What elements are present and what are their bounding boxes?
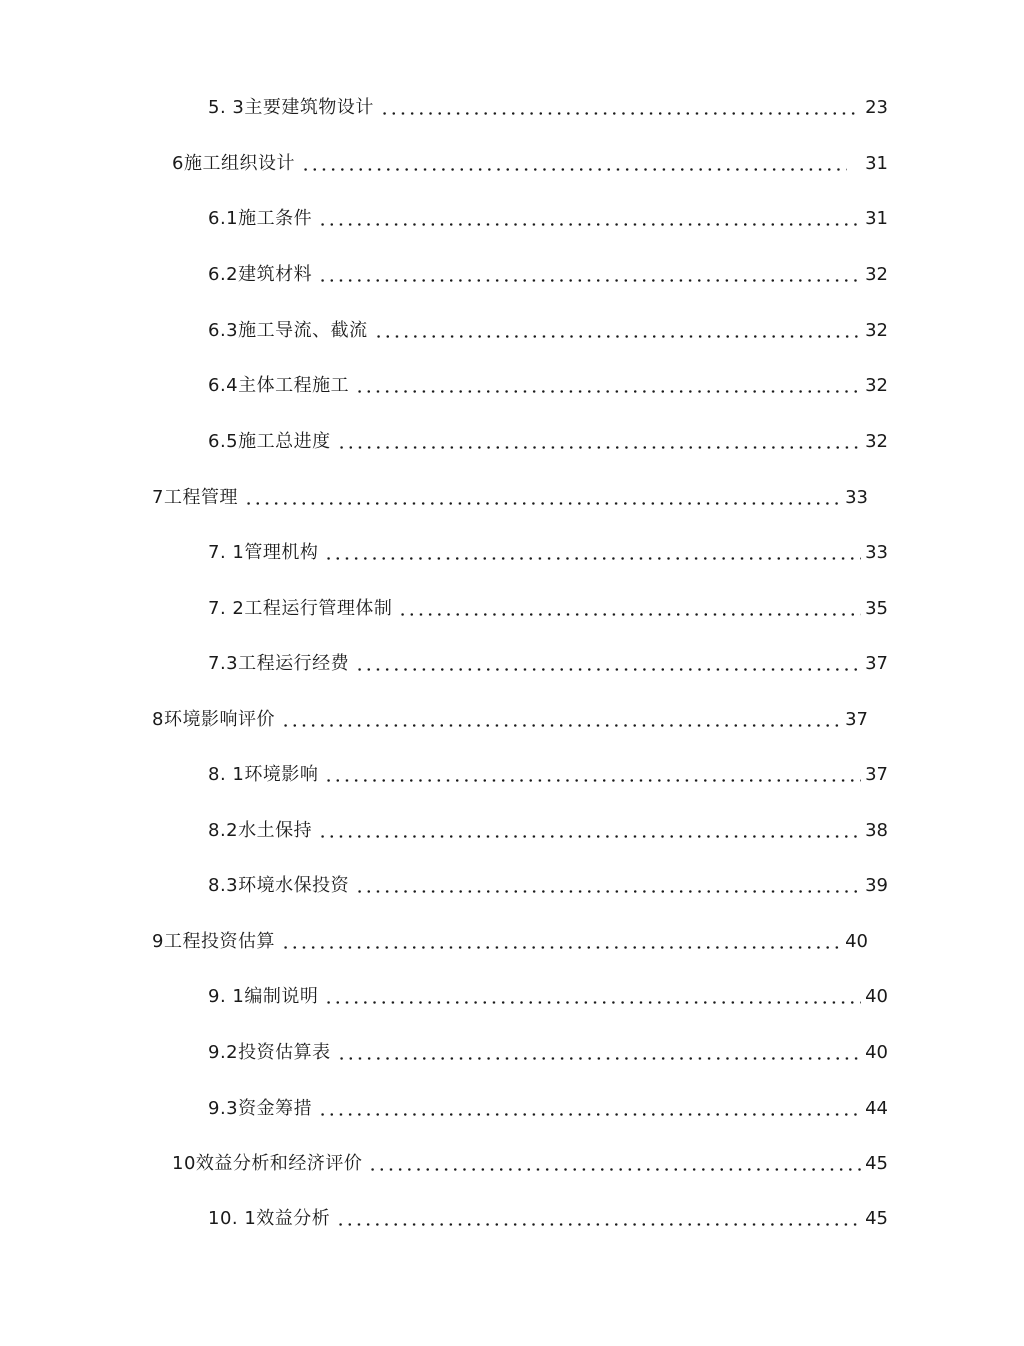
toc-entry-page: 31	[865, 208, 888, 229]
toc-entry-label: 7. 1管理机构	[208, 542, 319, 563]
toc-entry-label: 5. 3主要建筑物设计	[208, 97, 374, 118]
toc-entry[interactable]	[208, 650, 888, 678]
toc-dot-leader	[318, 261, 861, 289]
toc-dot-leader	[380, 94, 861, 122]
toc-entry-page: 44	[865, 1098, 888, 1119]
toc-entry-label: 7工程管理	[152, 487, 238, 508]
toc-entry-page: 31	[865, 153, 888, 174]
toc-entry[interactable]	[208, 372, 888, 400]
toc-entry[interactable]	[152, 928, 868, 956]
toc-entry-label: 6.5施工总进度	[208, 431, 331, 452]
toc-dot-leader	[324, 983, 861, 1011]
toc-entry-label: 9工程投资估算	[152, 931, 275, 952]
toc-entry-label: 8.3环境水保投资	[208, 875, 350, 896]
toc-dot-leader	[337, 1039, 861, 1067]
toc-entry[interactable]	[208, 872, 888, 900]
toc-dot-leader	[355, 372, 861, 400]
toc-entry-page: 23	[865, 97, 888, 118]
toc-entry-label: 6.1施工条件	[208, 208, 313, 229]
toc-dot-leader	[355, 872, 861, 900]
toc-entry-page: 45	[865, 1153, 888, 1174]
toc-entry-label: 7.3工程运行经费	[208, 653, 350, 674]
toc-entry-page: 37	[845, 709, 868, 730]
toc-entry[interactable]	[208, 983, 888, 1011]
toc-entry[interactable]	[208, 317, 888, 345]
toc-entry-label: 8.2水土保持	[208, 820, 313, 841]
toc-entry-label: 10. 1效益分析	[208, 1208, 331, 1229]
toc-entry-page: 33	[845, 487, 868, 508]
toc-entry[interactable]	[208, 1095, 888, 1123]
toc-entry-page: 32	[865, 375, 888, 396]
toc-dot-leader	[368, 1150, 861, 1178]
toc-entry-page: 32	[865, 320, 888, 341]
toc-entry-page: 32	[865, 431, 888, 452]
toc-entry[interactable]	[208, 539, 888, 567]
toc-entry[interactable]	[152, 706, 868, 734]
toc-dot-leader	[281, 928, 841, 956]
toc-entry[interactable]	[172, 150, 888, 178]
toc-entry-page: 45	[865, 1208, 888, 1229]
toc-entry[interactable]	[208, 1205, 888, 1233]
toc-entry[interactable]	[208, 261, 888, 289]
toc-entry[interactable]	[208, 595, 888, 623]
toc-dot-leader	[374, 317, 861, 345]
toc-entry-label: 8环境影响评价	[152, 709, 275, 730]
toc-entry-label: 6施工组织设计	[172, 153, 295, 174]
toc-entry-label: 6.2建筑材料	[208, 264, 313, 285]
toc-entry-label: 7. 2工程运行管理体制	[208, 598, 393, 619]
toc-entry[interactable]	[208, 205, 888, 233]
toc-entry-label: 8. 1环境影响	[208, 764, 319, 785]
toc-dot-leader	[398, 595, 861, 623]
toc-entry-page: 40	[865, 1042, 888, 1063]
toc-dot-leader	[324, 539, 861, 567]
toc-entry[interactable]	[208, 1039, 888, 1067]
toc-dot-leader	[337, 428, 861, 456]
toc-entry-label: 6.3施工导流、截流	[208, 320, 368, 341]
toc-entry[interactable]	[208, 94, 888, 122]
toc-dot-leader	[244, 484, 841, 512]
toc-dot-leader	[318, 205, 861, 233]
toc-entry[interactable]	[208, 761, 888, 789]
toc-entry-page: 39	[865, 875, 888, 896]
toc-entry[interactable]	[208, 817, 888, 845]
toc-entry-page: 38	[865, 820, 888, 841]
toc-dot-leader	[281, 706, 841, 734]
toc-dot-leader	[336, 1205, 861, 1233]
toc-dot-leader	[318, 1095, 861, 1123]
toc-entry-page: 37	[865, 653, 888, 674]
toc-entry-page: 40	[865, 986, 888, 1007]
toc-entry[interactable]	[172, 1150, 888, 1178]
toc-dot-leader	[355, 650, 861, 678]
toc-entry-label: 9. 1编制说明	[208, 986, 319, 1007]
toc-dot-leader	[318, 817, 861, 845]
toc-entry-page: 40	[845, 931, 868, 952]
toc-entry-label: 10效益分析和经济评价	[172, 1153, 363, 1174]
toc-entry-page: 33	[865, 542, 888, 563]
toc-entry-label: 9.3资金筹措	[208, 1098, 313, 1119]
toc-entry-page: 37	[865, 764, 888, 785]
toc-entry-label: 9.2投资估算表	[208, 1042, 331, 1063]
toc-entry[interactable]	[208, 428, 888, 456]
toc-dot-leader	[324, 761, 861, 789]
toc-dot-leader	[301, 150, 847, 178]
toc-entry-label: 6.4主体工程施工	[208, 375, 350, 396]
toc-entry-page: 35	[865, 598, 888, 619]
toc-entry-page: 32	[865, 264, 888, 285]
toc-entry[interactable]	[152, 484, 868, 512]
